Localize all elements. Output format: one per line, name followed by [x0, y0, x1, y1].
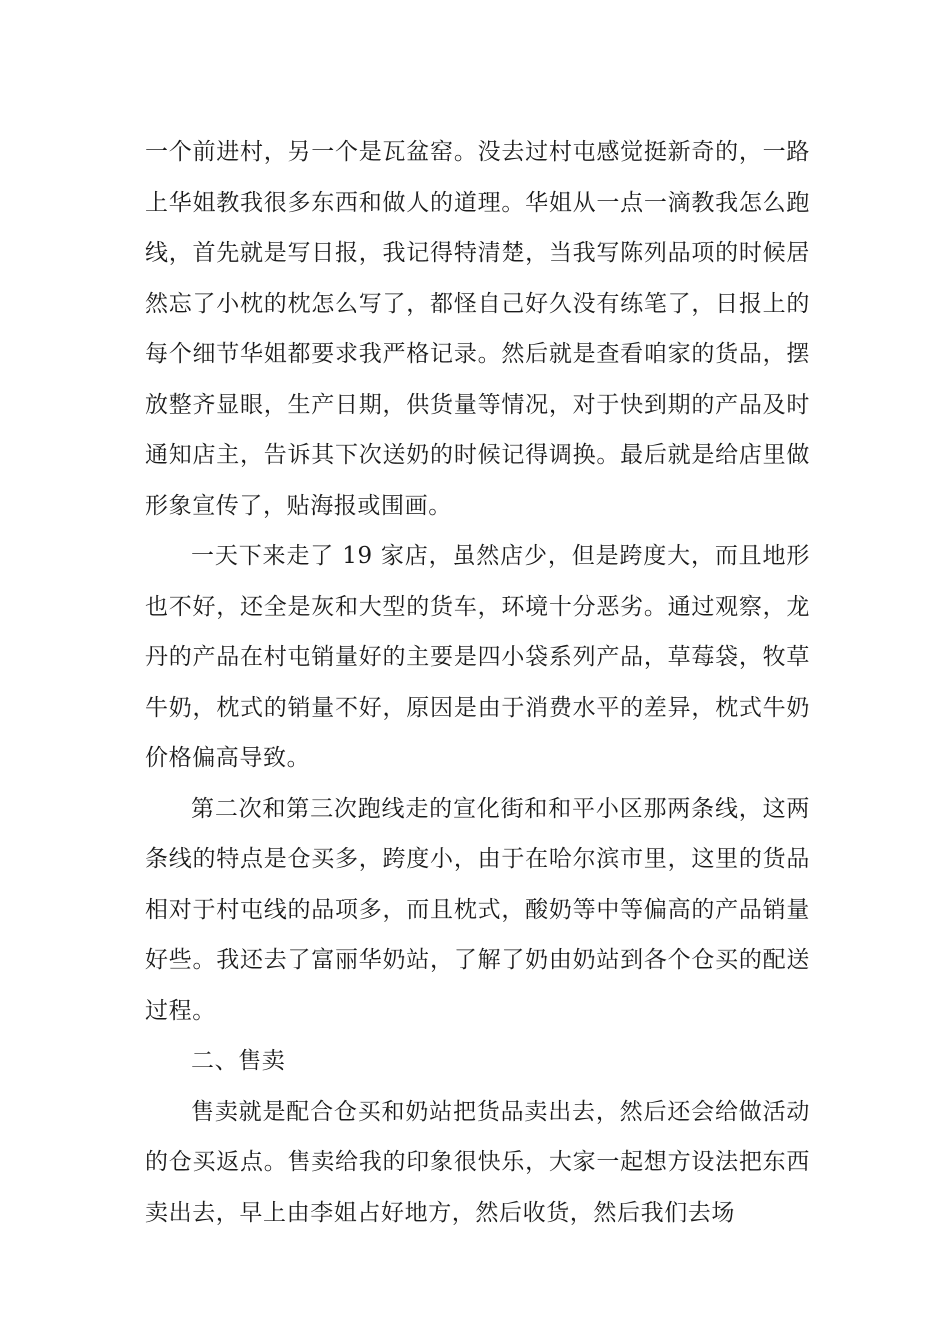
paragraph-continued: 一个前进村，另一个是瓦盆窑。没去过村屯感觉挺新奇的，一路上华姐教我很多东西和做人的道理。华姐从一点一滴教我怎么跑线，首先就是写日报，我记得特清楚，当我写陈列品项的时候居然忘了小枕的枕怎么写了，都怪自己好久没有练笔了，日报上的每个细节华姐都要求我严格记录。然后就是查看咱家的货品，摆放整齐显眼，生产日期，供货量等情况，对于快到期的产品及时通知店主，告诉其下次送奶的时候记得调换。最后就是给店里做形象宣传了，贴海报或围画。 [145, 139, 810, 519]
document-body [145, 127, 810, 1238]
paragraph-sales: 售卖就是配合仓买和奶站把货品卖出去，然后还会给做活动的仓买返点。售卖给我的印象很快乐，大家一起想方设法把东西卖出去，早上由李姐占好地方，然后收货，然后我们去场 [145, 1098, 810, 1226]
paragraph-store-visits: 一天下来走了 19 家店，虽然店少，但是跨度大，而且地形也不好，还全是灰和大型的货车，环境十分恶劣。通过观察，龙丹的产品在村屯销量好的主要是四小袋系列产品，草莓袋，牧草牛奶，枕式的销量不好，原因是由于消费水平的差异，枕式牛奶价格偏高导致。 [145, 543, 810, 771]
section-heading-sales: 二、售卖 [191, 1048, 286, 1074]
paragraph-city-routes: 第二次和第三次跑线走的宣化街和和平小区那两条线，这两条线的特点是仓买多，跨度小，由于在哈尔滨市里，这里的货品相对于村屯线的品项多，而且枕式，酸奶等中等偏高的产品销量好些。我还去了富丽华奶站，了解了奶由奶站到各个仓买的配送过程。 [145, 795, 810, 1024]
